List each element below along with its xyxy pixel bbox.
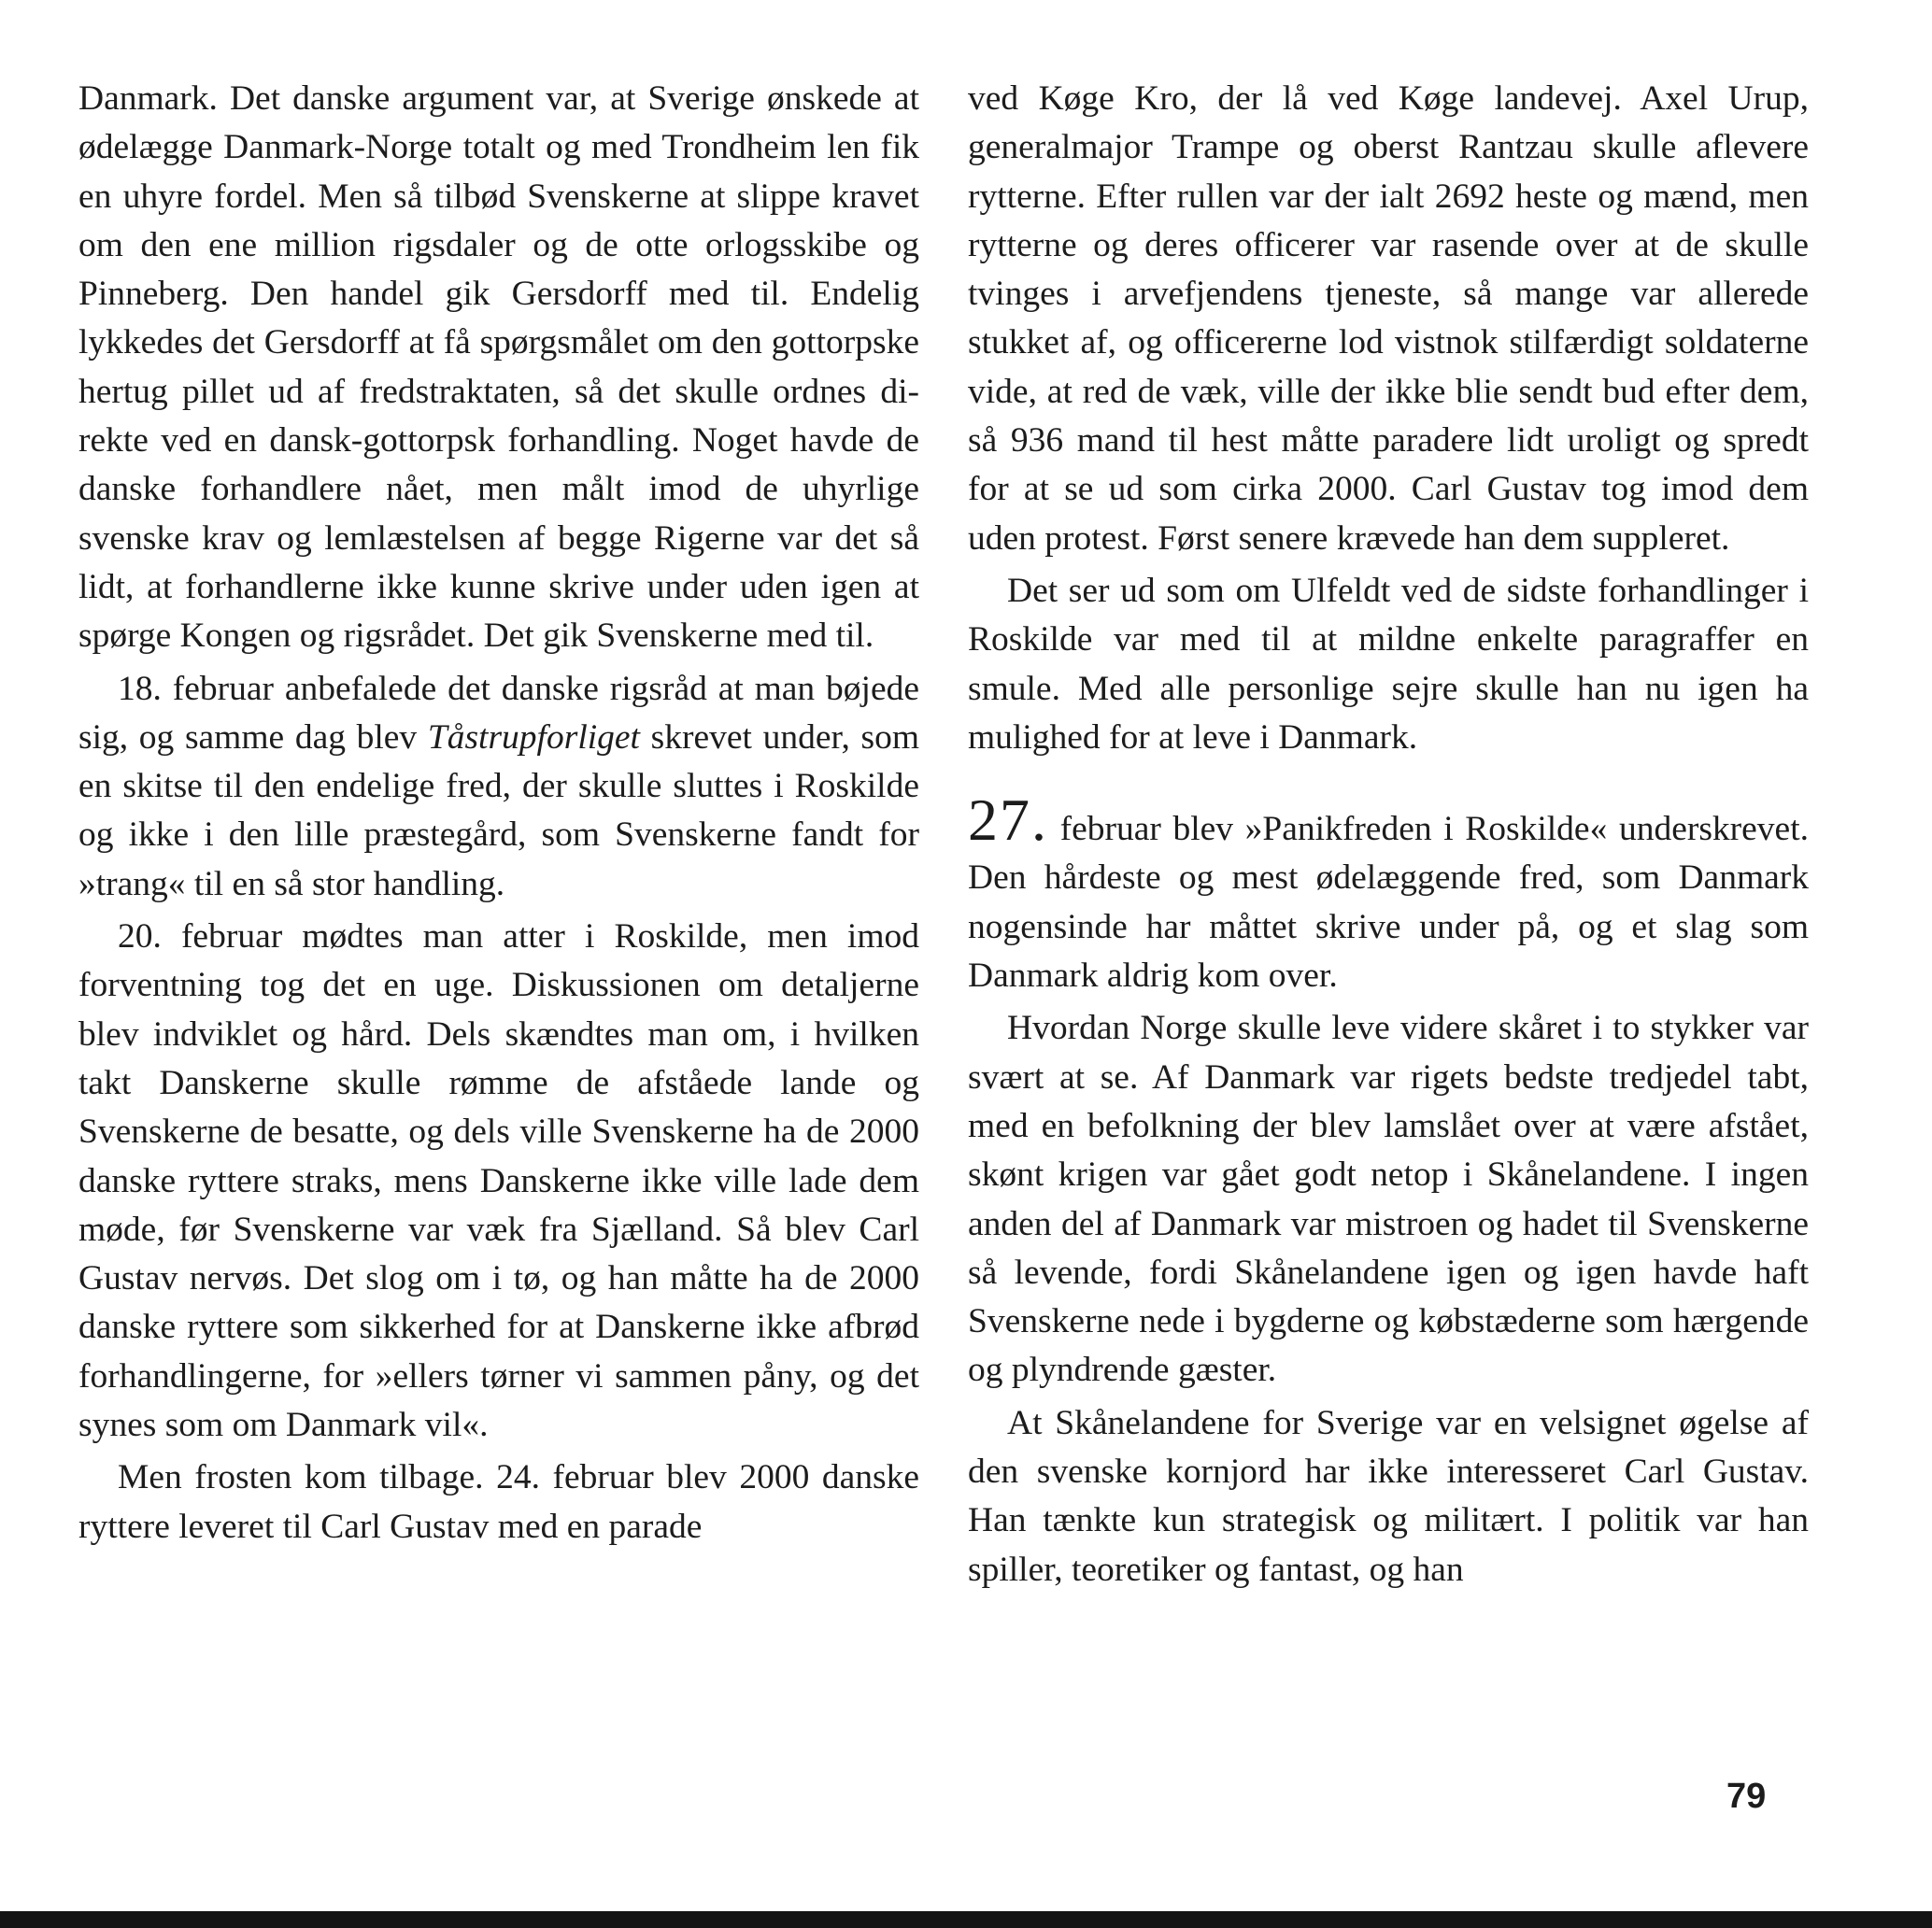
paragraph: Men frosten kom tilbage. 24. februar blev 2000 danske ryttere leveret til Carl Gustav med en parade [78, 1458, 919, 1546]
section-paragraph [968, 787, 1809, 1000]
left-column [78, 75, 919, 1552]
paragraph: 20. februar mødtes man atter i Roskilde, men imod forventning tog det en uge. Diskussionen om detaljerne blev indviklet og hård. Dels skændtes man om, i hvilken takt Danskerne skulle rømme de afståede lande og Svenskerne de besatte, og dels ville Svenskerne ha de 2000 danske ryttere straks, mens Danskerne ikke ville lade dem møde, før Svenskerne var væk fra Sjælland. Så blev Carl Gustav nervøs. Det slog om i tø, og han måtte ha de 2000 danske ryttere som sikkerhed for at Danskerne ikke afbrød forhandlingerne, for »ellers tørner vi sammen påny, og det synes som om Danmark vil«. [78, 917, 919, 1445]
paragraph-text: februar blev »Panikfreden i Roskilde« underskrevet. Den hårdeste og mest ødelæggende fred, som Danmark nogensinde har måttet skrive under på, og et slag som Danmark aldrig kom over. [968, 810, 1809, 996]
paragraph: Danmark. Det danske argument var, at Sverige ønskede at ødelægge Danmark-Norge totalt og med Trondheim len fik en uhyre fordel. Men så tilbød Svenskerne at slippe kravet om den ene million rigsdaler og de otte orlogsskibe og Pinneberg. Den handel gik Gersdorff med til. Endelig lykkedes det Gersdorff at få spørgsmålet om den gottorpske hertug pillet ud af fredstraktaten, så det skulle ordnes direkte ved en dansk-gottorpsk forhandling. Noget havde de danske forhandlere nået, men målt imod de uhyrlige svenske krav og lemlæstelsen af begge Rigerne var det så lidt, at forhandlerne ikke kunne skrive under uden igen at spørge Kongen og rigsrådet. Det gik Svenskerne med til. [78, 79, 919, 656]
paragraph: ved Køge Kro, der lå ved Køge landevej. Axel Urup, generalmajor Trampe og oberst Rantzau skulle aflevere rytterne. Efter rullen var der ialt 2692 heste og mænd, men rytterne og deres officerer var rasende over at de skulle tvinges i arvefjendens tjeneste, så mange var allerede stukket af, og officererne lod vistnok stilfærdigt soldaterne vide, at red de væk, ville der ikke blie sendt bud efter dem, så 936 mand til hest måtte paradere lidt uroligt og spredt for at se ud som cirka 2000. Carl Gustav tog imod dem uden protest. Først senere krævede han dem suppleret. [968, 79, 1809, 558]
paragraph-text: 18. februar anbefalede det danske rigsråd at man bøjede sig, og samme dag blev [78, 669, 919, 757]
right-column [968, 75, 1809, 1595]
italic-term: Tåstrupforliget [427, 717, 640, 757]
page-number: 79 [1726, 1777, 1767, 1816]
paragraph: Hvordan Norge skulle leve videre skåret i to stykker var svært at se. Af Danmark var rigets bedste tredjedel tabt, med en befolkning der blev lamslået over at være afstået, skønt krigen var gået godt netop i Skånelandene. I ingen anden del af Danmark var mistroen og hadet til Svenskerne så levende, fordi Skånelandene igen og igen havde haft Svenskerne nede i bygderne og købstæderne som hærgende og plyndrende gæster. [968, 1009, 1809, 1390]
paragraph-text: skrevet under, som en skitse til den endelige fred, der skulle sluttes i Roskilde og ikke i den lille præstegård, som Svenskerne fandt for »trang« til en så stor handling. [78, 717, 919, 903]
section-date-number: 27. [968, 787, 1048, 854]
paragraph [78, 665, 919, 909]
paragraph: Det ser ud som om Ulfeldt ved de sidste forhandlinger i Roskilde var med til at mildne enkelte paragraffer en smule. Med alle personlige sejre skulle han nu igen ha mulighed for at leve i Danmark. [968, 571, 1809, 757]
page-bottom-edge [0, 1911, 1932, 1928]
paragraph: At Skånelandene for Sverige var en velsignet øgelse af den svenske kornjord har ikke interesseret Carl Gustav. Han tænkte kun strategisk og militært. I politik var han spiller, teoretiker og fantast, og han [968, 1403, 1809, 1589]
